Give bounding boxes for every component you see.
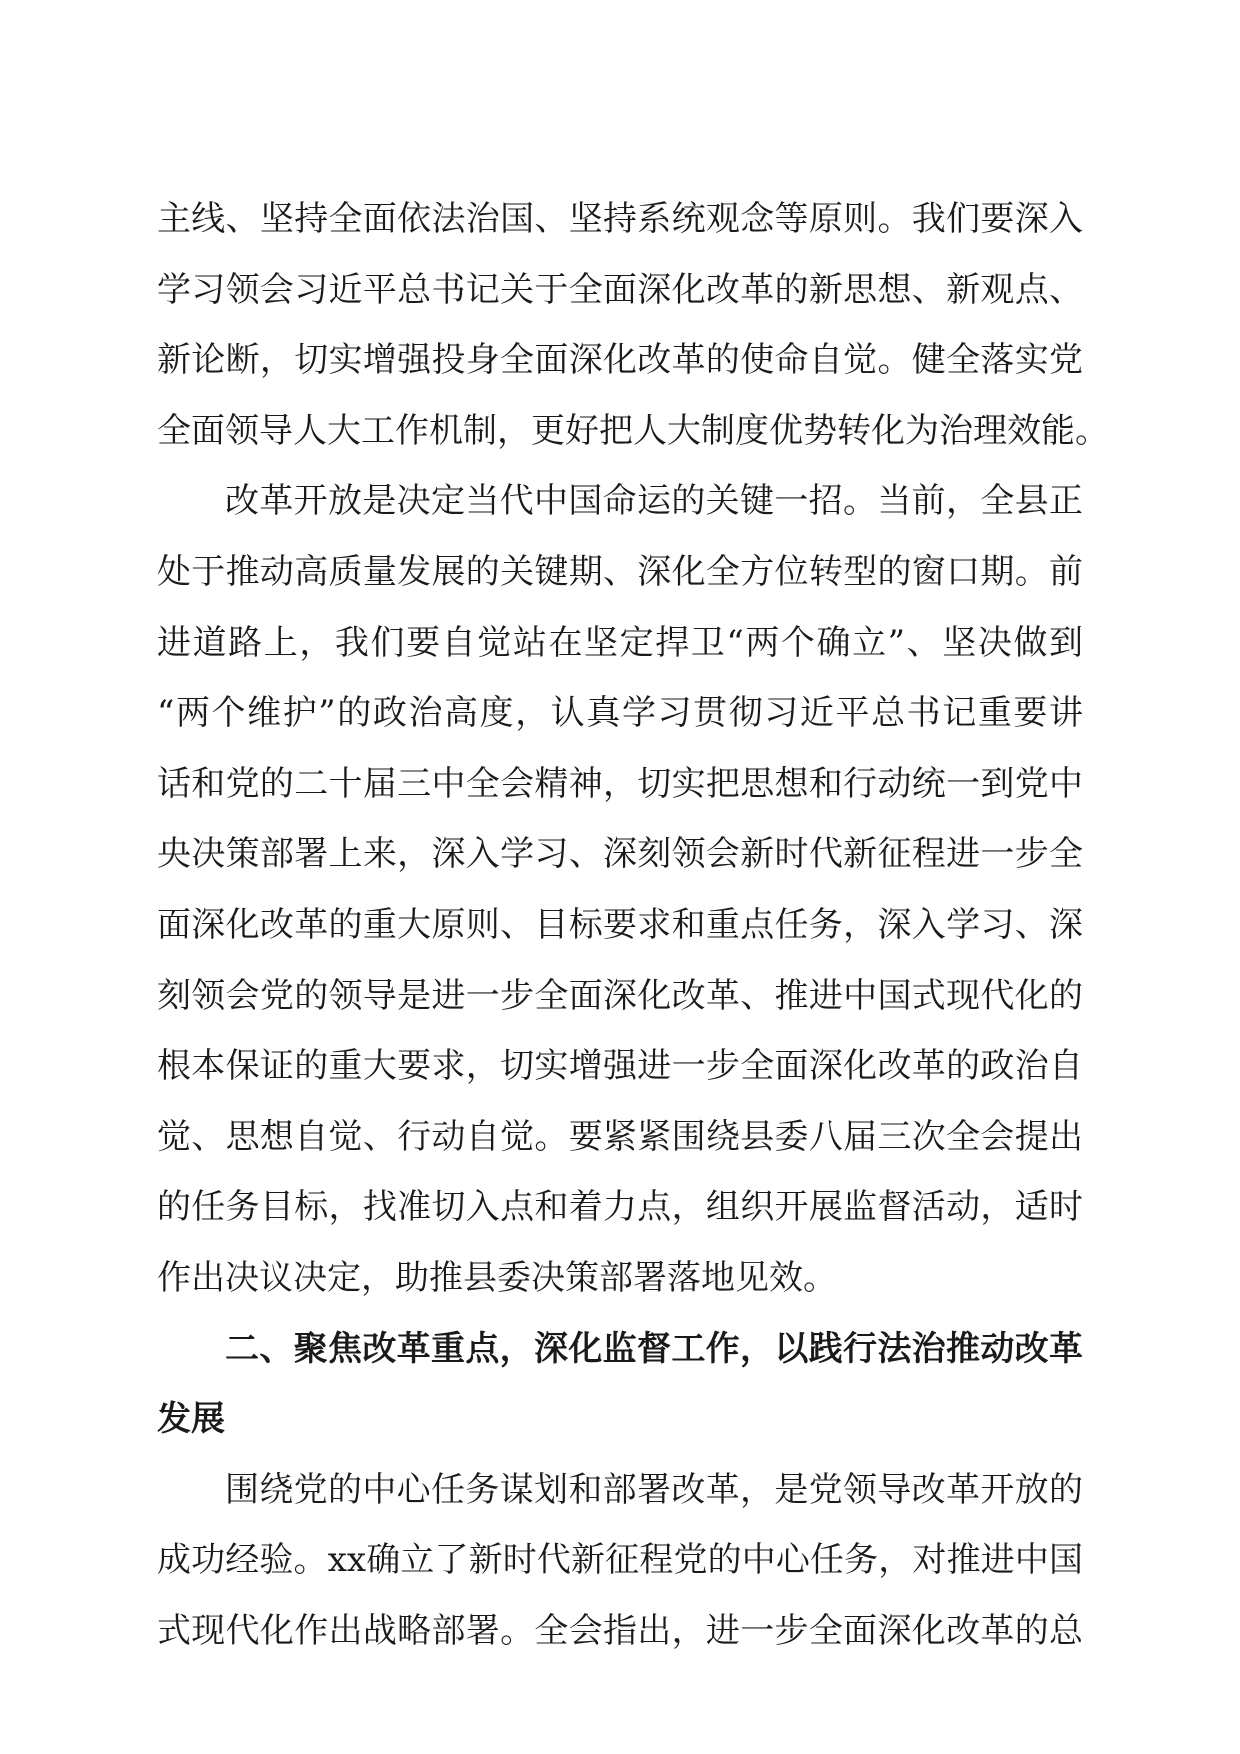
text-line: 成功经验。xx确立了新时代新征程党的中心任务，对推进中国 — [157, 1540, 1083, 1581]
text-line: 央决策部署上来，深入学习、深刻领会新时代新征程进一步全 — [157, 834, 1083, 875]
paragraph-continuation — [157, 184, 1109, 466]
text-line: 话和党的二十届三中全会精神，切实把思想和行动统一到党中 — [157, 763, 1083, 804]
text-line: 刻领会党的领导是进一步全面深化改革、推进中国式现代化的 — [157, 975, 1083, 1016]
heading-line: 二、聚焦改革重点，深化监督工作，以践行法治推动改革 — [225, 1328, 1083, 1369]
heading-line: 发展 — [157, 1399, 225, 1440]
document-body — [157, 184, 1109, 1666]
text-line: 处于推动高质量发展的关键期、深化全方位转型的窗口期。前 — [157, 551, 1083, 592]
text-line: 全面领导人大工作机制，更好把人大制度优势转化为治理效能。 — [157, 410, 1109, 451]
text-line: 主线、坚持全面依法治国、坚持系统观念等原则。我们要深入 — [157, 199, 1083, 239]
text-line: 式现代化作出战略部署。全会指出，进一步全面深化改革的总 — [157, 1610, 1083, 1651]
text-line: 根本保证的重大要求，切实增强进一步全面深化改革的政治自 — [157, 1046, 1083, 1087]
text-line: 的任务目标，找准切入点和着力点，组织开展监督活动，适时 — [157, 1187, 1083, 1228]
paragraph-central-task — [157, 1455, 1083, 1667]
text-line: 围绕党的中心任务谋划和部署改革，是党领导改革开放的 — [225, 1469, 1083, 1510]
text-line: 新论断，切实增强投身全面深化改革的使命自觉。健全落实党 — [157, 340, 1083, 381]
paragraph-reform-opening — [157, 466, 1083, 1313]
text-line: “两个维护”的政治高度，认真学习贯彻习近平总书记重要讲 — [157, 693, 1083, 734]
text-line: 作出决议决定，助推县委决策部署落地见效。 — [157, 1257, 837, 1298]
text-line: 面深化改革的重大原则、目标要求和重点任务，深入学习、深 — [157, 904, 1083, 945]
text-line: 觉、思想自觉、行动自觉。要紧紧围绕县委八届三次全会提出 — [157, 1116, 1083, 1157]
text-line: 改革开放是决定当代中国命运的关键一招。当前，全县正 — [225, 481, 1083, 522]
text-line: 进道路上，我们要自觉站在坚定捍卫“两个确立”、坚决做到 — [157, 622, 1083, 663]
text-line: 学习领会习近平总书记关于全面深化改革的新思想、新观点、 — [157, 269, 1083, 310]
section-heading — [157, 1314, 1083, 1455]
